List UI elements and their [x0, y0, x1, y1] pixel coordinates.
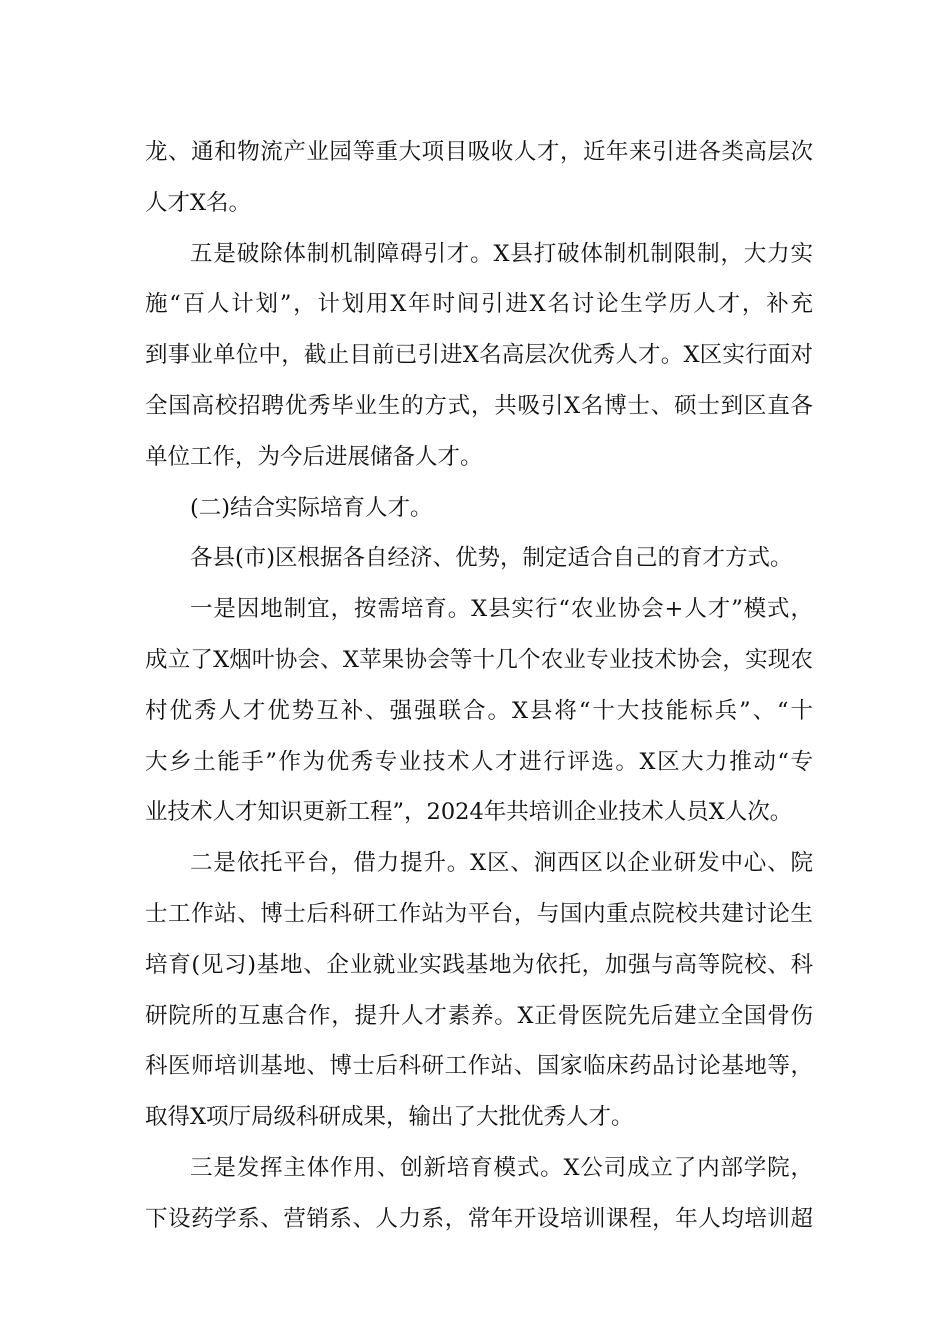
text-line: 培育(见习)基地、企业就业实践基地为依托，加强与高等院校、科 [145, 951, 813, 978]
text-line: 龙、通和物流产业园等重大项目吸收人才，近年来引进各类高层次 [145, 139, 813, 165]
text-line: 业技术人才知识更新工程”，2024年共培训企业技术人员X人次。 [145, 799, 793, 826]
text-line: 五是破除体制机制障碍引才。X县打破体制机制限制，大力实 [190, 240, 813, 267]
text-line: 一是因地制宜，按需培育。X县实行“农业协会+人才”模式， [190, 596, 813, 623]
text-line: 取得X项厅局级科研成果，输出了大批优秀人才。 [145, 1104, 634, 1131]
text-line: 到事业单位中，截止目前已引进X名高层次优秀人才。X区实行面对 [145, 342, 813, 369]
text-line: 大乡土能手”作为优秀专业技术人才进行评选。X区大力推动“专 [145, 748, 813, 775]
text-line: 全国高校招聘优秀毕业生的方式，共吸引X名博士、硕士到区直各 [145, 392, 813, 419]
text-line: 各县(市)区根据各自经济、优势，制定适合自己的育才方式。 [190, 545, 793, 572]
text-line: 单位工作，为今后进展储备人才。 [145, 443, 483, 470]
text-line: (二)结合实际培育人才。 [190, 494, 433, 521]
text-line: 人才X名。 [145, 189, 252, 216]
text-line: 三是发挥主体作用、创新培育模式。X公司成立了内部学院， [190, 1154, 813, 1181]
text-line: 二是依托平台，借力提升。X区、涧西区以企业研发中心、院 [190, 850, 813, 877]
text-line: 施“百人计划”，计划用X年时间引进X名讨论生学历人才，补充 [145, 291, 813, 318]
text-line: 村优秀人才优势互补、强强联合。X县将“十大技能标兵”、“十 [145, 697, 813, 724]
document-body [145, 127, 813, 1245]
text-line: 成立了X烟叶协会、X苹果协会等十几个农业专业技术协会，实现农 [145, 646, 813, 673]
text-line: 科医师培训基地、博士后科研工作站、国家临床药品讨论基地等， [145, 1053, 813, 1080]
text-line: 下设药学系、营销系、人力系，常年开设培训课程，年人均培训超 [145, 1205, 813, 1232]
text-line: 研院所的互惠合作，提升人才素养。X正骨医院先后建立全国骨伤 [145, 1002, 813, 1029]
text-line: 士工作站、博士后科研工作站为平台，与国内重点院校共建讨论生 [145, 900, 813, 927]
